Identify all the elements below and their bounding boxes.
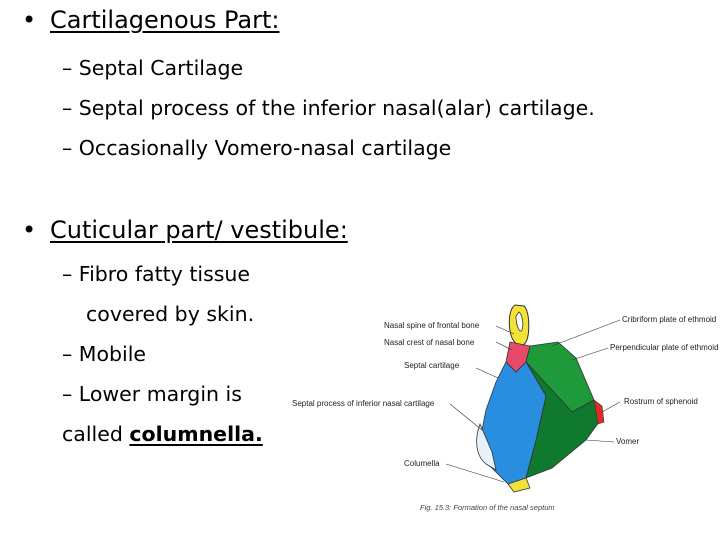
bullet-icon: •	[22, 216, 37, 244]
bullet-icon: •	[22, 6, 37, 34]
label-septal-cartilage: Septal cartilage	[404, 361, 460, 370]
section2-item-columnella	[62, 422, 263, 446]
section2-item-lower-margin: – Lower margin is	[62, 382, 242, 406]
section2-item-fibro-fatty: – Fibro fatty tissue	[62, 262, 250, 286]
nasal-septum-figure	[290, 300, 720, 525]
label-vomer: Vomer	[616, 437, 640, 446]
label-septal-process: Septal process of inferior nasal cartilage	[292, 399, 435, 408]
figure-caption: Fig. 15.3: Formation of the nasal septum	[420, 503, 555, 512]
label-columella: Columella	[404, 459, 440, 468]
section1-item-septal-process: – Septal process of the inferior nasal(alar) cartilage.	[62, 96, 595, 120]
label-rostrum: Rostrum of sphenoid	[624, 397, 698, 406]
section1-item-septal-cartilage: – Septal Cartilage	[62, 56, 243, 80]
section2-item-fibro-fatty-cont: covered by skin.	[86, 302, 255, 326]
label-nasal-crest: Nasal crest of nasal bone	[384, 338, 475, 347]
columnella-prefix: called	[62, 422, 130, 446]
label-cribriform: Cribriform plate of ethmoid	[622, 315, 717, 324]
section2-item-mobile: – Mobile	[62, 342, 146, 366]
section1-bullet-row	[22, 6, 280, 34]
section1-item-vomero-nasal: – Occasionally Vomero-nasal cartilage	[62, 136, 451, 160]
section1-heading: Cartilagenous Part:	[50, 6, 280, 34]
section2-bullet-row	[22, 216, 348, 244]
label-nasal-spine: Nasal spine of frontal bone	[384, 321, 480, 330]
label-perpendicular: Perpendicular plate of ethmoid	[610, 343, 719, 352]
section2-heading: Cuticular part/ vestibule:	[50, 216, 348, 244]
columnella-term: columnella.	[129, 422, 263, 446]
